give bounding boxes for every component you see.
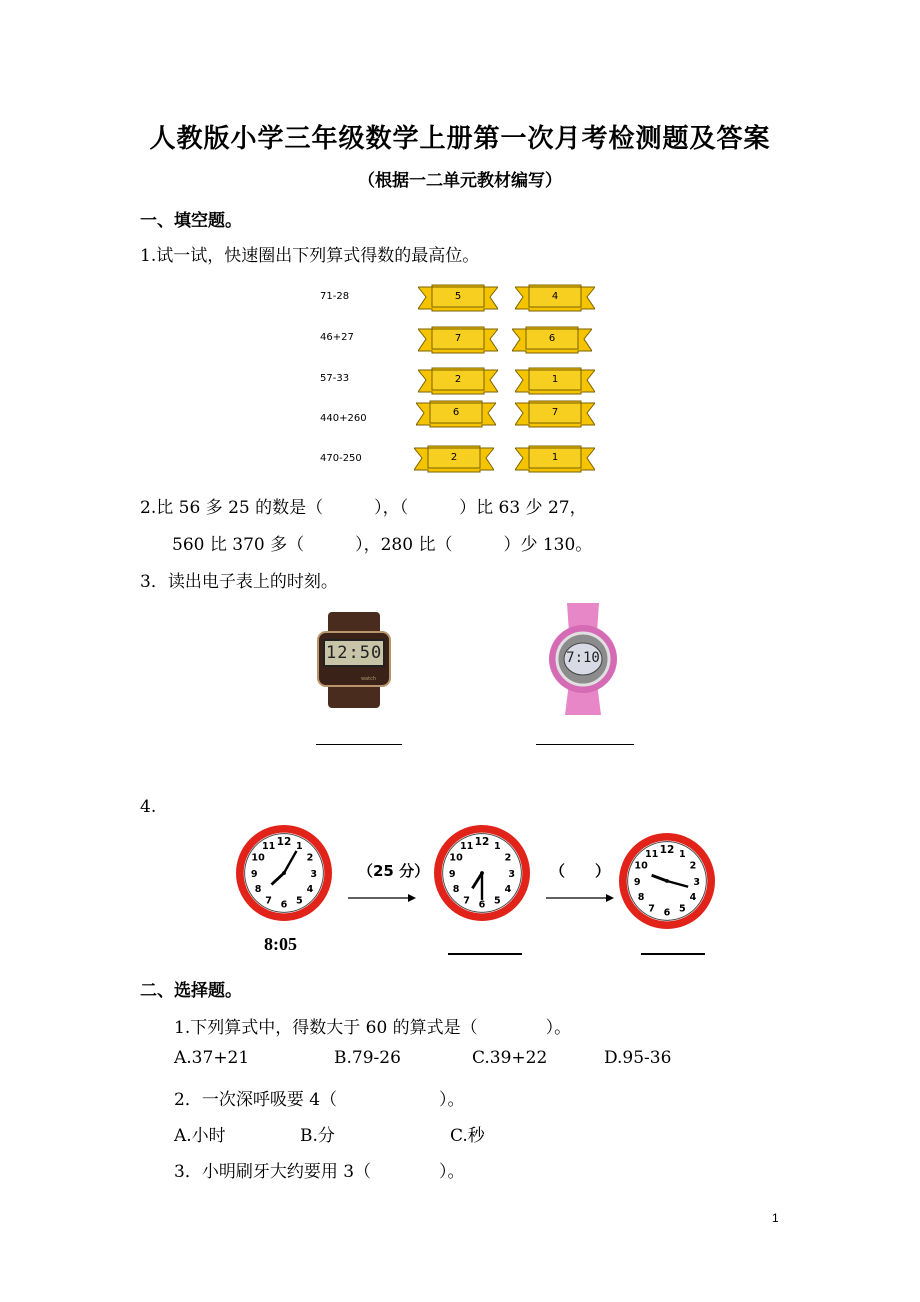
svg-text:7: 7 [265, 895, 272, 907]
ribbon-number: 4 [551, 291, 559, 302]
expr-row-2: 46+27 [320, 332, 354, 343]
section1-heading: 一、填空题。 [140, 211, 242, 231]
svg-text:11: 11 [459, 841, 474, 852]
ribbon-option[interactable] [515, 399, 595, 429]
svg-text:5: 5 [679, 903, 686, 915]
svg-text:6: 6 [280, 899, 288, 911]
ribbon-option[interactable] [515, 283, 595, 313]
answer-line-clock3[interactable] [641, 953, 705, 955]
ribbon-option[interactable] [515, 444, 595, 474]
svg-text:10: 10 [251, 852, 265, 864]
svg-text:6: 6 [478, 899, 486, 911]
ribbon-number: 2 [454, 374, 462, 385]
arrow-right-icon [546, 892, 616, 904]
svg-text:8: 8 [452, 884, 460, 896]
watch2-display: 7:10 [566, 650, 600, 666]
svg-text:2: 2 [504, 852, 512, 864]
ribbon-number: 1 [551, 452, 559, 463]
option-2-2-c[interactable]: C.秒 [450, 1126, 485, 1146]
ribbon-number: 6 [452, 407, 460, 418]
option-2-1-d[interactable]: D.95-36 [604, 1048, 672, 1068]
svg-text:4: 4 [306, 884, 314, 896]
page-subtitle: （根据一二单元教材编写） [358, 171, 562, 191]
svg-text:11: 11 [261, 841, 276, 852]
clock-face [434, 825, 530, 921]
expr-row-3: 57-33 [320, 373, 350, 384]
step1-label: （25 分） [358, 862, 430, 880]
svg-text:5: 5 [296, 895, 303, 907]
answer-line-clock2[interactable] [448, 953, 522, 955]
answer-line-watch1[interactable] [316, 744, 402, 745]
option-2-1-c[interactable]: C.39+22 [472, 1048, 548, 1068]
option-2-2-b[interactable]: B.分 [300, 1126, 335, 1146]
option-2-2-a[interactable]: A.小时 [174, 1126, 226, 1146]
svg-text:10: 10 [449, 852, 463, 864]
svg-text:2: 2 [689, 860, 697, 872]
svg-text:7: 7 [463, 895, 470, 907]
svg-text:3: 3 [693, 876, 701, 888]
ribbon-option[interactable] [418, 283, 498, 313]
clock-2 [434, 825, 530, 921]
svg-text:watch: watch [360, 676, 376, 682]
svg-text:9: 9 [448, 868, 456, 880]
svg-text:5: 5 [494, 895, 501, 907]
ribbon-number: 7 [454, 333, 462, 344]
svg-text:4: 4 [689, 892, 697, 904]
option-2-1-a[interactable]: A.37+21 [174, 1048, 250, 1068]
clock-3 [619, 833, 715, 929]
question-2-3: 3．小明刷牙大约要用 3（ ）。 [174, 1162, 465, 1182]
ribbon-number: 1 [551, 374, 559, 385]
svg-text:12: 12 [659, 844, 675, 857]
svg-text:2: 2 [306, 852, 314, 864]
clock-1 [236, 825, 332, 921]
question-2-1: 1.下列算式中，得数大于 60 的算式是（ ）。 [174, 1018, 572, 1038]
ribbon-option[interactable] [515, 366, 595, 396]
option-2-1-b[interactable]: B.79-26 [334, 1048, 401, 1068]
ribbon-option[interactable] [418, 325, 498, 355]
svg-text:1: 1 [494, 841, 501, 852]
page-title: 人教版小学三年级数学上册第一次月考检测题及答案 [149, 124, 771, 154]
svg-text:4: 4 [504, 884, 512, 896]
start-time: 8:05 [264, 934, 297, 954]
clock-face [619, 833, 715, 929]
question-1-4-label: 4. [140, 797, 157, 817]
question-1-1: 1.试一试，快速圈出下列算式得数的最高位。 [140, 246, 480, 266]
clock-face [236, 825, 332, 921]
svg-text:1: 1 [296, 841, 303, 852]
arrow-right-icon [348, 892, 418, 904]
svg-text:12: 12 [276, 836, 292, 849]
svg-text:11: 11 [644, 849, 659, 860]
svg-text:8: 8 [254, 884, 262, 896]
expr-row-1: 71-28 [320, 291, 350, 302]
ribbon-option[interactable] [416, 399, 496, 429]
ribbon-option[interactable] [414, 444, 494, 474]
pink-digital-watch [547, 603, 619, 715]
page-number: 1 [772, 1211, 779, 1225]
svg-text:6: 6 [663, 907, 671, 919]
svg-text:12: 12 [474, 836, 490, 849]
answer-line-watch2[interactable] [536, 744, 634, 745]
watch1-display: 12:50 [326, 643, 383, 663]
svg-text:9: 9 [633, 876, 641, 888]
svg-text:3: 3 [508, 868, 516, 880]
ribbon-number: 2 [450, 452, 458, 463]
svg-text:8: 8 [637, 892, 645, 904]
expr-row-4: 440+260 [320, 413, 367, 424]
question-2-2: 2．一次深呼吸要 4（ ）。 [174, 1090, 465, 1110]
svg-text:7: 7 [648, 903, 655, 915]
ribbon-number: 6 [548, 333, 556, 344]
section2-heading: 二、选择题。 [140, 981, 242, 1001]
step2-label: （ ） [550, 862, 611, 880]
expr-row-5: 470-250 [320, 453, 362, 464]
brown-digital-watch [316, 612, 392, 708]
svg-text:9: 9 [250, 868, 258, 880]
ribbon-option[interactable] [418, 366, 498, 396]
svg-text:1: 1 [679, 849, 686, 860]
ribbon-number: 7 [551, 407, 559, 418]
ribbon-option[interactable] [512, 325, 592, 355]
svg-text:3: 3 [310, 868, 318, 880]
question-1-2-line2: 560 比 370 多（ ），280 比（ ）少 130。 [172, 535, 593, 555]
question-1-2-line1: 2.比 56 多 25 的数是（ ），（ ）比 63 少 27， [140, 498, 587, 518]
svg-text:10: 10 [634, 860, 648, 872]
ribbon-number: 5 [454, 291, 462, 302]
question-1-3: 3．读出电子表上的时刻。 [140, 572, 338, 592]
